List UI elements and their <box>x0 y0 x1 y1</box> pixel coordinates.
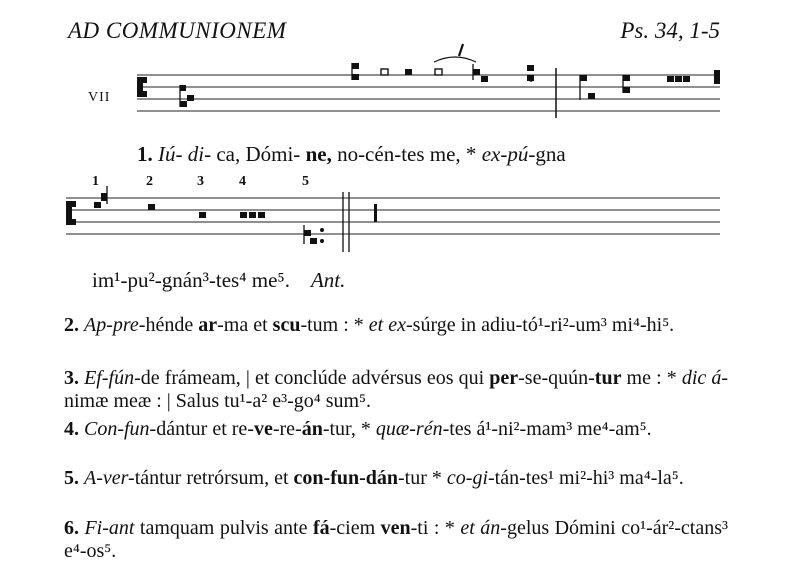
text-segment: Iú- <box>158 142 183 166</box>
antiphon-marker: Ant. <box>310 268 346 292</box>
text-segment: -tur * <box>398 467 447 489</box>
mode-label: VII <box>88 90 111 105</box>
text-segment: fá <box>312 517 330 539</box>
text-segment: Ap-pre- <box>84 314 146 336</box>
text-segment: scu <box>272 314 301 336</box>
text-segment: per <box>489 367 519 389</box>
text-segment: ar <box>198 314 218 336</box>
neume-number: 2 <box>146 174 153 189</box>
text-segment: nimæ meæ : | Salus tu¹-a² e³-go⁴ sum⁵. <box>64 390 372 412</box>
text-segment: ca, Dómi- <box>211 142 301 166</box>
text-segment: -re- <box>272 418 302 440</box>
text-segment: -se-quún- <box>518 367 595 389</box>
text-segment: co-gi- <box>446 467 495 489</box>
text-segment: 1. <box>137 142 158 166</box>
text-segment: gelus Dómini co¹-ár²-ctans³ e⁴-os⁵. <box>64 517 729 562</box>
text-segment: di- <box>182 142 212 166</box>
text-segment: ve <box>253 418 273 440</box>
neume-number: 4 <box>239 174 246 189</box>
text-segment: gna <box>535 142 566 166</box>
chant-lyrics-line-2 <box>92 268 345 293</box>
text-segment: ven <box>380 517 411 539</box>
text-segment: Ef-fún- <box>84 367 141 389</box>
verse-2 <box>64 314 728 337</box>
text-segment: 2. <box>64 314 84 336</box>
text-segment: -ciem <box>329 517 381 539</box>
verse-5 <box>64 467 728 490</box>
verse-3 <box>64 367 728 413</box>
text-segment: Fi-ant <box>84 517 135 539</box>
text-segment: dic á- <box>681 367 728 389</box>
text-segment: tes á¹-ni²-mam³ me⁴-am⁵. <box>449 418 652 440</box>
text-segment: con-fun-dán <box>293 467 399 489</box>
text-segment: tán-tes¹ mi²-hi³ ma⁴-la⁵. <box>494 467 684 489</box>
text-segment: dántur et re- <box>156 418 254 440</box>
text-segment: súrge in adiu-tó¹-ri²-um³ mi⁴-hi⁵. <box>412 314 675 336</box>
text-segment: tur <box>594 367 622 389</box>
text-segment: -ti : * <box>410 517 461 539</box>
text-segment: tántur retrórsum, et <box>134 467 294 489</box>
lyrics-text: im¹-pu²-gnán³-tes⁴ me⁵. <box>92 268 290 292</box>
text-segment: hénde <box>145 314 199 336</box>
text-segment: ne, <box>300 142 332 166</box>
section-title: AD COMMUNIONEM <box>68 18 287 43</box>
chant-lyrics-line-1 <box>137 142 566 167</box>
neume-number: 5 <box>302 174 309 189</box>
text-segment: et án- <box>460 517 507 539</box>
neume-number: 1 <box>92 174 99 189</box>
text-segment: ex-pú- <box>481 142 536 166</box>
neume-number: 3 <box>197 174 204 189</box>
text-segment: me : * <box>621 367 682 389</box>
text-segment: -tur, * <box>322 418 376 440</box>
text-segment: án <box>301 418 323 440</box>
verse-6 <box>64 517 728 563</box>
text-segment: 6. <box>64 517 85 539</box>
text-segment: de frámeam, | et conclúde advérsus eos qui <box>140 367 490 389</box>
text-segment: -tum : * <box>300 314 369 336</box>
psalm-reference: Ps. 34, 1-5 <box>620 18 720 43</box>
verse-4 <box>64 418 728 441</box>
text-segment: -ma et <box>217 314 273 336</box>
text-segment: quæ-rén- <box>375 418 450 440</box>
text-segment: et ex- <box>368 314 413 336</box>
text-segment: Con-fun- <box>84 418 157 440</box>
text-segment: A-ver- <box>84 467 135 489</box>
text-segment: 3. <box>64 367 85 389</box>
text-segment: no-cén-tes me, * <box>331 142 482 166</box>
text-segment: 4. <box>64 418 84 440</box>
text-segment: 5. <box>64 467 84 489</box>
text-segment: tamquam pulvis ante <box>134 517 313 539</box>
